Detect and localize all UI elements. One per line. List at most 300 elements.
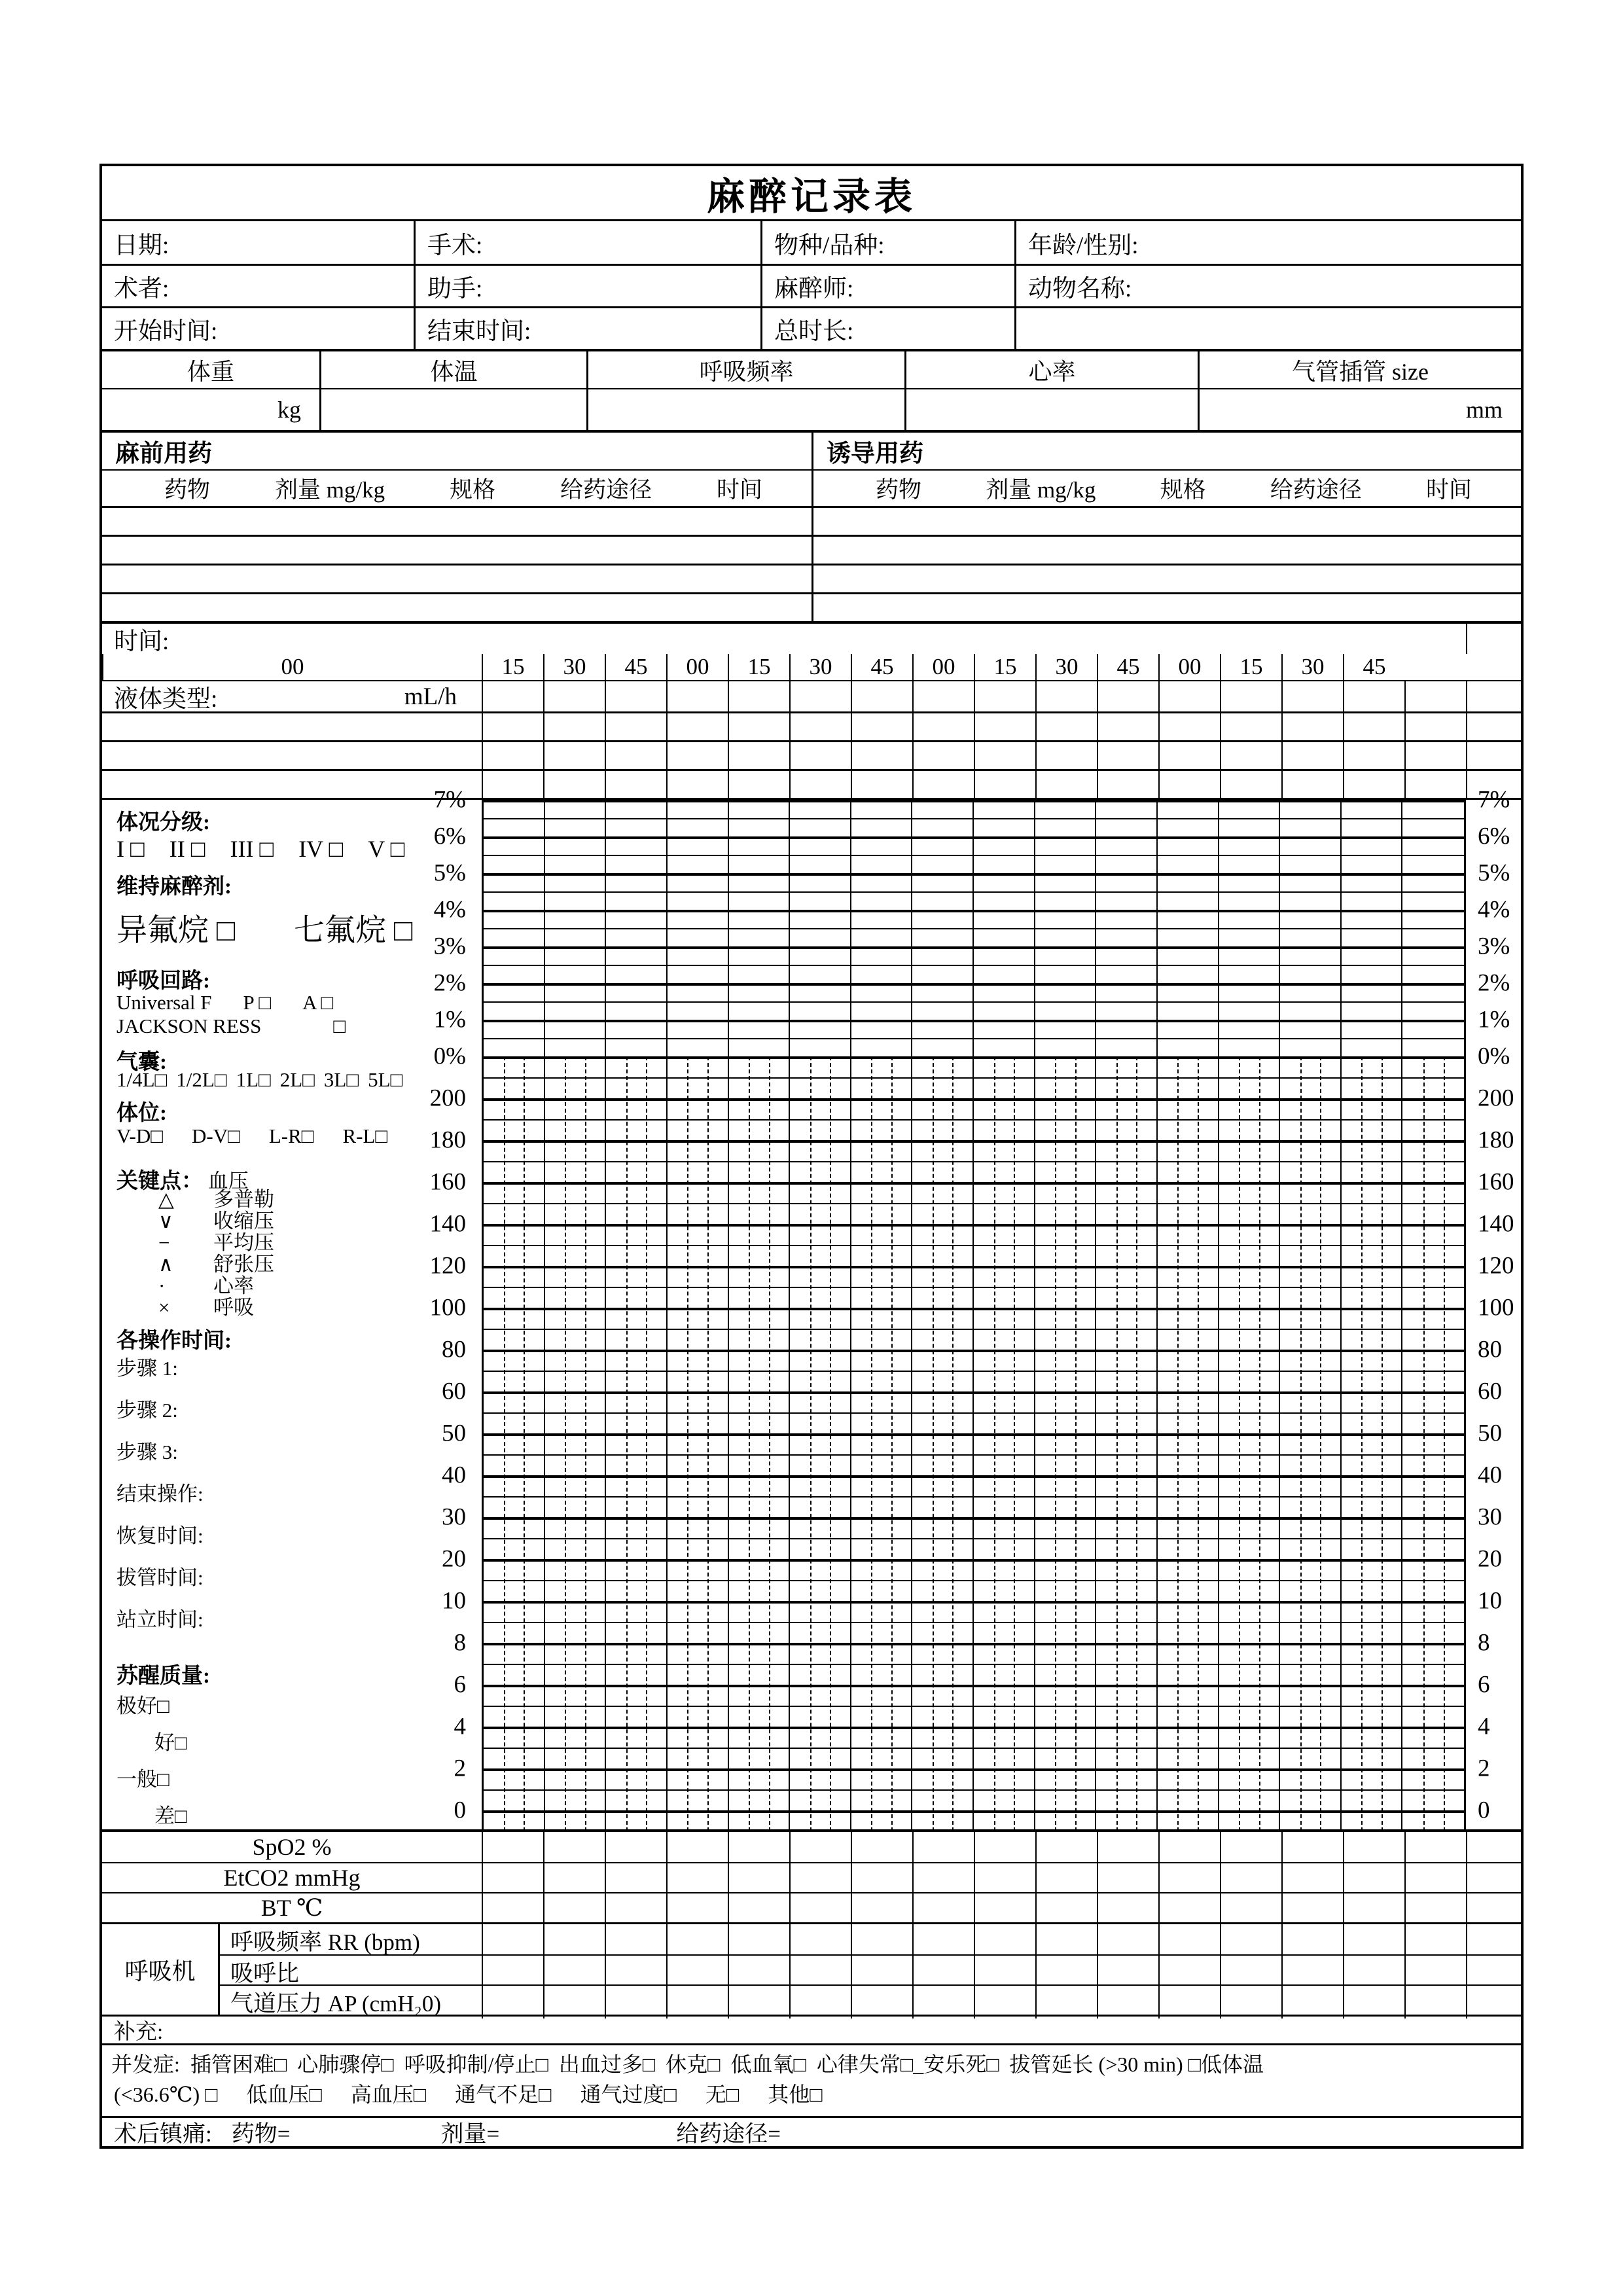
fluid-cell[interactable] [482,681,543,711]
monitor-cell[interactable] [789,1893,851,1922]
fluid-cell[interactable] [1035,681,1097,711]
position-checkbox[interactable]: D-V□ [191,1124,240,1147]
monitor-cell[interactable] [1466,1832,1521,1862]
monitor-cell[interactable] [1158,1893,1220,1922]
monitor-cell[interactable] [1404,1832,1466,1862]
ventilator-cell[interactable] [974,1986,1035,2018]
fluid-cell[interactable] [1343,713,1404,740]
position-checkbox[interactable]: L-R□ [268,1124,314,1147]
vitals-value-resp-rate[interactable] [586,388,904,430]
monitor-cell[interactable] [1343,1832,1404,1862]
anesthetic-checkbox[interactable]: 异氟烷 □ [116,914,236,948]
monitor-cell[interactable] [605,1893,666,1922]
fluid-cell[interactable] [1158,713,1220,740]
percent-chart-column[interactable] [1402,800,1464,1056]
complication-checkbox[interactable]: 无□ [705,2083,740,2106]
ventilator-cell[interactable] [1466,1956,1521,1988]
time-slot-cell[interactable] [974,654,1035,680]
field-age-sex[interactable]: 年龄/性别: [1014,221,1521,264]
fluid-cell[interactable] [1220,713,1281,740]
fluid-cell[interactable] [728,771,789,798]
fluid-cell[interactable] [605,771,666,798]
trend-chart-column[interactable] [545,1056,607,1831]
monitor-cell[interactable] [1466,1893,1521,1922]
field-species-breed[interactable]: 物种/品种: [760,221,1014,264]
induction-row-cell[interactable] [812,592,1521,621]
percent-chart-column[interactable] [545,800,607,1056]
monitor-cell[interactable] [789,1863,851,1892]
monitor-cell[interactable] [851,1893,912,1922]
ventilator-cell[interactable] [1158,1956,1220,1988]
bag-size-checkbox[interactable]: 1L□ [236,1068,271,1091]
time-slot-cell[interactable] [728,654,789,680]
fluid-cell[interactable] [1404,713,1466,740]
complication-checkbox[interactable]: 低血氧□ [730,2053,806,2076]
fluid-cell[interactable] [543,713,605,740]
trend-chart-column[interactable] [1219,1056,1281,1831]
fluid-cell[interactable] [482,771,543,798]
bag-size-checkbox[interactable]: 5L□ [368,1068,403,1091]
monitor-cell[interactable] [666,1893,728,1922]
percent-chart-column[interactable] [606,800,668,1056]
monitor-cell[interactable] [728,1863,789,1892]
fluid-cell[interactable] [1158,771,1220,798]
ventilator-cell[interactable] [851,1924,912,1957]
monitor-cell[interactable] [1404,1893,1466,1922]
monitor-cell[interactable] [974,1893,1035,1922]
ventilator-cell[interactable] [728,1924,789,1957]
bag-size-checkbox[interactable]: 2L□ [279,1068,315,1091]
fluid-cell[interactable] [1158,742,1220,769]
operation-step-field[interactable]: 站立时间: [116,1608,204,1631]
trend-chart-column[interactable] [790,1056,851,1831]
ventilator-cell[interactable] [1404,1924,1466,1957]
monitor-cell[interactable] [1281,1832,1343,1862]
fluid-cell[interactable] [1220,742,1281,769]
ventilator-cell[interactable] [728,1956,789,1988]
monitor-cell[interactable] [728,1832,789,1862]
ventilator-cell[interactable] [1343,1956,1404,1988]
fluid-extra-label[interactable] [102,742,482,769]
ventilator-cell[interactable] [1404,1956,1466,1988]
time-slot-cell[interactable] [1097,654,1158,680]
monitor-cell[interactable] [851,1863,912,1892]
monitor-cell[interactable] [1158,1863,1220,1892]
time-slot-cell[interactable] [543,654,605,680]
circuit-jackson-checkbox[interactable]: □ [333,1014,346,1037]
fluid-cell[interactable] [1158,681,1220,711]
monitor-cell[interactable] [666,1863,728,1892]
fluid-cell[interactable] [1466,742,1521,769]
complication-checkbox[interactable]: 通气不足□ [455,2083,552,2106]
trend-chart-column[interactable] [484,1056,545,1831]
induction-row-cell[interactable] [812,535,1521,564]
time-slot-label: 45 [1116,654,1140,679]
ventilator-cell[interactable] [1281,1986,1343,2018]
operation-step-field[interactable]: 恢复时间: [116,1524,204,1547]
ventilator-cell[interactable] [666,1924,728,1957]
complication-checkbox[interactable]: 其他□ [768,2083,823,2106]
asa-checkbox[interactable]: II □ [169,836,205,862]
fluid-cell[interactable] [605,681,666,711]
ventilator-cell[interactable] [1097,1986,1158,2018]
monitor-cell[interactable] [605,1863,666,1892]
time-slot-cell[interactable] [605,654,666,680]
percent-chart-column[interactable] [851,800,913,1056]
fluid-cell[interactable] [543,771,605,798]
percent-chart-column[interactable] [1219,800,1281,1056]
monitor-cell[interactable] [1343,1863,1404,1892]
fluid-cell[interactable] [1404,771,1466,798]
trend-chart-column[interactable] [851,1056,913,1831]
monitor-cell[interactable] [1035,1893,1097,1922]
fluid-cell[interactable] [1343,681,1404,711]
trend-chart-column[interactable] [1342,1056,1403,1831]
trend-chart-column[interactable] [1035,1056,1097,1831]
percent-chart-column[interactable] [1342,800,1403,1056]
monitor-cell[interactable] [605,1832,666,1862]
percent-chart-column[interactable] [1158,800,1219,1056]
time-slot-cell[interactable] [666,654,728,680]
trend-chart-column[interactable] [1158,1056,1219,1831]
fluid-cell[interactable] [851,681,912,711]
field-date[interactable]: 日期: [114,232,169,259]
fluid-cell[interactable] [666,713,728,740]
trend-chart-column[interactable] [912,1056,974,1831]
monitor-cell[interactable] [543,1832,605,1862]
operation-step-field[interactable]: 结束操作: [116,1482,204,1505]
induction-row-cell[interactable] [812,506,1521,535]
ventilator-cell[interactable] [605,1986,666,2018]
complication-checkbox[interactable]: (<36.6℃) □ [114,2083,218,2106]
monitor-cell[interactable] [1035,1863,1097,1892]
fluid-cell[interactable] [1097,681,1158,711]
monitor-cell[interactable] [1220,1863,1281,1892]
monitor-cell[interactable] [912,1863,974,1892]
operation-step-field[interactable]: 拔管时间: [116,1566,204,1589]
field-anesthetist[interactable]: 麻醉师: [760,264,1014,306]
fluid-cell[interactable] [1466,681,1521,711]
ventilator-cell[interactable] [1035,1956,1097,1988]
fluid-extra-label[interactable] [102,713,482,740]
fluid-cell[interactable] [974,742,1035,769]
fluid-cell[interactable] [666,742,728,769]
fluid-cell[interactable] [1035,742,1097,769]
supplement-row[interactable] [102,2015,1521,2043]
asa-checkbox[interactable]: III □ [230,836,274,862]
ventilator-cell[interactable] [1343,1986,1404,2018]
monitor-cell[interactable] [851,1832,912,1862]
complication-checkbox[interactable]: 高血压□ [350,2083,427,2106]
time-slot-cell[interactable] [1035,654,1097,680]
time-slot-cell[interactable] [912,654,974,680]
monitor-cell[interactable] [482,1863,543,1892]
fluid-cell[interactable] [789,681,851,711]
complication-checkbox[interactable]: 呼吸抑制/停止□ [404,2053,548,2076]
monitor-cell[interactable] [1097,1893,1158,1922]
operation-step-field[interactable]: 步骤 3: [116,1441,178,1463]
ventilator-cell[interactable] [605,1924,666,1957]
fluid-cell[interactable] [1281,713,1343,740]
premed-row-cell[interactable] [102,592,812,621]
ventilator-cell[interactable] [1404,1986,1466,2018]
fluid-cell[interactable] [543,681,605,711]
ventilator-cell[interactable] [1220,1924,1281,1957]
fluid-cell[interactable] [974,771,1035,798]
complication-checkbox[interactable]: 心肺骤停□ [297,2053,394,2076]
time-slot-cell[interactable] [1281,654,1343,680]
ventilator-cell[interactable] [666,1956,728,1988]
monitor-cell[interactable] [1281,1863,1343,1892]
fluid-cell[interactable] [1404,681,1466,711]
trend-chart-column[interactable] [668,1056,729,1831]
monitor-cell[interactable] [666,1832,728,1862]
ventilator-cell[interactable] [543,1956,605,1988]
monitor-cell[interactable] [912,1832,974,1862]
fluid-cell[interactable] [789,713,851,740]
percent-chart-column[interactable] [1280,800,1342,1056]
ventilator-cell[interactable] [1097,1956,1158,1988]
trend-chart-column[interactable] [729,1056,791,1831]
field-end-time[interactable]: 结束时间: [414,306,760,349]
analgesia-dose-field[interactable]: 剂量= [440,2121,500,2147]
fluid-extra-label[interactable] [102,771,482,798]
ventilator-cell[interactable] [912,1924,974,1957]
asa-checkbox[interactable]: V □ [368,836,405,862]
ventilator-cell[interactable] [1343,1924,1404,1957]
analgesia-route-field[interactable]: 给药途径= [676,2121,781,2147]
ventilator-cell[interactable] [1466,1986,1521,2018]
position-checkbox[interactable]: V-D□ [116,1124,163,1147]
ventilator-cell[interactable] [1097,1924,1158,1957]
fluid-cell[interactable] [728,681,789,711]
percent-chart-column[interactable] [1035,800,1097,1056]
complication-checkbox[interactable]: 通气过度□ [580,2083,677,2106]
fluid-cell[interactable] [1035,713,1097,740]
field-animal-name[interactable]: 动物名称: [1014,264,1521,306]
fluid-cell[interactable] [1466,713,1521,740]
percent-chart-column[interactable] [912,800,974,1056]
asa-checkbox[interactable]: I □ [116,836,145,862]
monitor-cell[interactable] [728,1893,789,1922]
fluid-type-label[interactable]: 液体类型: [114,686,218,713]
vitals-value-heart-rate[interactable] [904,388,1198,430]
trend-chart-column[interactable] [974,1056,1035,1831]
fluid-cell[interactable] [543,742,605,769]
premed-row-cell[interactable] [102,506,812,535]
fluid-cell[interactable] [789,742,851,769]
recovery-checkbox[interactable]: 好□ [154,1731,187,1754]
ventilator-cell[interactable] [482,1956,543,1988]
percent-chart-column[interactable] [1096,800,1158,1056]
time-slot-cell[interactable] [482,654,543,680]
fluid-cell[interactable] [1035,771,1097,798]
fluid-cell[interactable] [974,681,1035,711]
ventilator-cell[interactable] [482,1924,543,1957]
time-slot-cell[interactable] [789,654,851,680]
complication-checkbox[interactable]: 插管困难□ [190,2053,287,2076]
monitor-cell[interactable] [1343,1893,1404,1922]
fluid-cell[interactable] [1281,742,1343,769]
time-slot-cell[interactable] [851,654,912,680]
percent-chart-column[interactable] [974,800,1035,1056]
operation-step-field[interactable]: 步骤 1: [116,1357,178,1380]
scale-label: 30 [442,1503,466,1531]
ventilator-cell[interactable] [728,1986,789,2018]
complication-checkbox[interactable]: 拔管延长 (>30 min) □低体温 [1009,2053,1264,2076]
trend-chart-column[interactable] [1402,1056,1464,1831]
asa-checkbox[interactable]: IV □ [298,836,344,862]
percent-chart-column[interactable] [729,800,791,1056]
fluid-cell[interactable] [728,742,789,769]
trend-chart-column[interactable] [606,1056,668,1831]
time-slot-cell[interactable] [1220,654,1281,680]
monitor-cell[interactable] [1035,1832,1097,1862]
time-slot-cell[interactable] [102,654,482,680]
premed-row-cell[interactable] [102,535,812,564]
fluid-cell[interactable] [666,771,728,798]
fluid-cell[interactable] [1097,713,1158,740]
monitor-cell[interactable] [912,1893,974,1922]
fluid-cell[interactable] [1466,771,1521,798]
time-slot-cell[interactable] [1343,654,1404,680]
fluid-cell[interactable] [728,713,789,740]
fluid-cell[interactable] [974,713,1035,740]
field-surgeon[interactable]: 术者: [102,264,414,306]
fluid-cell[interactable] [912,742,974,769]
ventilator-cell[interactable] [1220,1986,1281,2018]
fluid-cell[interactable] [912,771,974,798]
time-slot-cell-extra[interactable] [1466,624,1521,654]
position-checkbox[interactable]: R-L□ [342,1124,388,1147]
vitals-value-et-tube[interactable]: mm [1198,388,1521,430]
anesthetic-checkbox[interactable]: 七氟烷 □ [294,914,413,948]
ventilator-cell[interactable] [974,1924,1035,1957]
fluid-cell[interactable] [1281,681,1343,711]
percent-chart-column[interactable] [484,800,545,1056]
monitor-cell[interactable] [543,1893,605,1922]
complication-checkbox[interactable]: 出血过多□ [558,2053,656,2076]
ventilator-cell[interactable] [851,1986,912,2018]
recovery-checkbox[interactable]: 极好□ [116,1695,169,1717]
recovery-checkbox[interactable]: 一般□ [116,1768,169,1791]
fluid-cell[interactable] [666,681,728,711]
bag-size-checkbox[interactable]: 1/2L□ [176,1068,227,1091]
ventilator-cell[interactable] [1220,1956,1281,1988]
field-surgery[interactable]: 手术: [414,221,760,264]
operation-step-field[interactable]: 步骤 2: [116,1399,178,1422]
fluid-cell[interactable] [851,771,912,798]
monitor-cell[interactable] [1097,1863,1158,1892]
trend-chart-column[interactable] [1280,1056,1342,1831]
fluid-cell[interactable] [851,713,912,740]
ventilator-cell[interactable] [1035,1986,1097,2018]
vitals-value-temp[interactable] [319,388,586,430]
monitor-cell[interactable] [974,1863,1035,1892]
circuit-p-checkbox[interactable]: P □ [243,991,272,1014]
fluid-cell[interactable] [482,742,543,769]
recovery-checkbox[interactable]: 差□ [154,1804,187,1827]
circuit-a-checkbox[interactable]: A □ [302,991,334,1014]
ventilator-cell[interactable] [851,1956,912,1988]
fluid-cell[interactable] [1220,681,1281,711]
percent-chart-column[interactable] [668,800,729,1056]
field-assistant[interactable]: 助手: [414,264,760,306]
monitor-cell[interactable] [543,1863,605,1892]
fluid-cell[interactable] [789,771,851,798]
field-total-duration[interactable]: 总时长: [760,306,1014,349]
monitor-cell[interactable] [1281,1893,1343,1922]
bag-size-checkbox[interactable]: 1/4L□ [116,1068,168,1091]
monitor-cell[interactable] [482,1832,543,1862]
ventilator-cell[interactable] [482,1986,543,2018]
ventilator-cell[interactable] [974,1956,1035,1988]
ventilator-cell[interactable] [666,1986,728,2018]
analgesia-drug-field[interactable]: 药物= [231,2121,291,2147]
monitor-cell[interactable] [974,1832,1035,1862]
fluid-cell[interactable] [605,713,666,740]
fluid-cell[interactable] [1404,742,1466,769]
fluid-cell[interactable] [605,742,666,769]
complication-checkbox[interactable]: 休克□ [666,2053,721,2076]
fluid-cell[interactable] [1220,771,1281,798]
fluid-cell[interactable] [1097,771,1158,798]
ventilator-cell[interactable] [789,1986,851,2018]
ventilator-cell[interactable] [1158,1924,1220,1957]
complication-checkbox[interactable]: 低血压□ [246,2083,322,2106]
complication-checkbox[interactable]: 心律失常□_安乐死□ [816,2053,999,2076]
fluid-cell[interactable] [1343,742,1404,769]
ventilator-cell[interactable] [1466,1924,1521,1957]
fluid-cell[interactable] [482,713,543,740]
induction-row-cell[interactable] [812,564,1521,592]
monitor-cell[interactable] [1220,1832,1281,1862]
percent-chart-column[interactable] [790,800,851,1056]
premed-row-cell[interactable] [102,564,812,592]
ventilator-cell[interactable] [605,1956,666,1988]
fluid-cell[interactable] [1097,742,1158,769]
monitor-cell[interactable] [1466,1863,1521,1892]
trend-chart-column[interactable] [1096,1056,1158,1831]
ventilator-cell[interactable] [1281,1924,1343,1957]
time-slot-cell[interactable] [1158,654,1220,680]
ventilator-cell[interactable] [912,1986,974,2018]
ventilator-cell[interactable] [543,1986,605,2018]
monitor-cell[interactable] [1220,1893,1281,1922]
fluid-cell[interactable] [1343,771,1404,798]
field-blank[interactable] [1014,306,1521,349]
fluid-cell[interactable] [912,713,974,740]
ventilator-cell[interactable] [912,1956,974,1988]
fluid-cell[interactable] [912,681,974,711]
monitor-cell[interactable] [482,1893,543,1922]
ventilator-cell[interactable] [1281,1956,1343,1988]
vitals-value-weight[interactable]: kg [102,388,319,430]
fluid-cell[interactable] [1281,771,1343,798]
fluid-cell[interactable] [851,742,912,769]
bag-size-checkbox[interactable]: 3L□ [323,1068,359,1091]
monitor-cell[interactable] [1158,1832,1220,1862]
ventilator-cell[interactable] [1035,1924,1097,1957]
monitor-cell[interactable] [789,1832,851,1862]
monitor-cell[interactable] [1404,1863,1466,1892]
monitor-cell[interactable] [1097,1832,1158,1862]
ventilator-cell[interactable] [789,1956,851,1988]
ventilator-cell[interactable] [789,1924,851,1957]
ventilator-cell[interactable] [1158,1986,1220,2018]
ventilator-cell[interactable] [543,1924,605,1957]
field-start-time[interactable]: 开始时间: [102,306,414,349]
